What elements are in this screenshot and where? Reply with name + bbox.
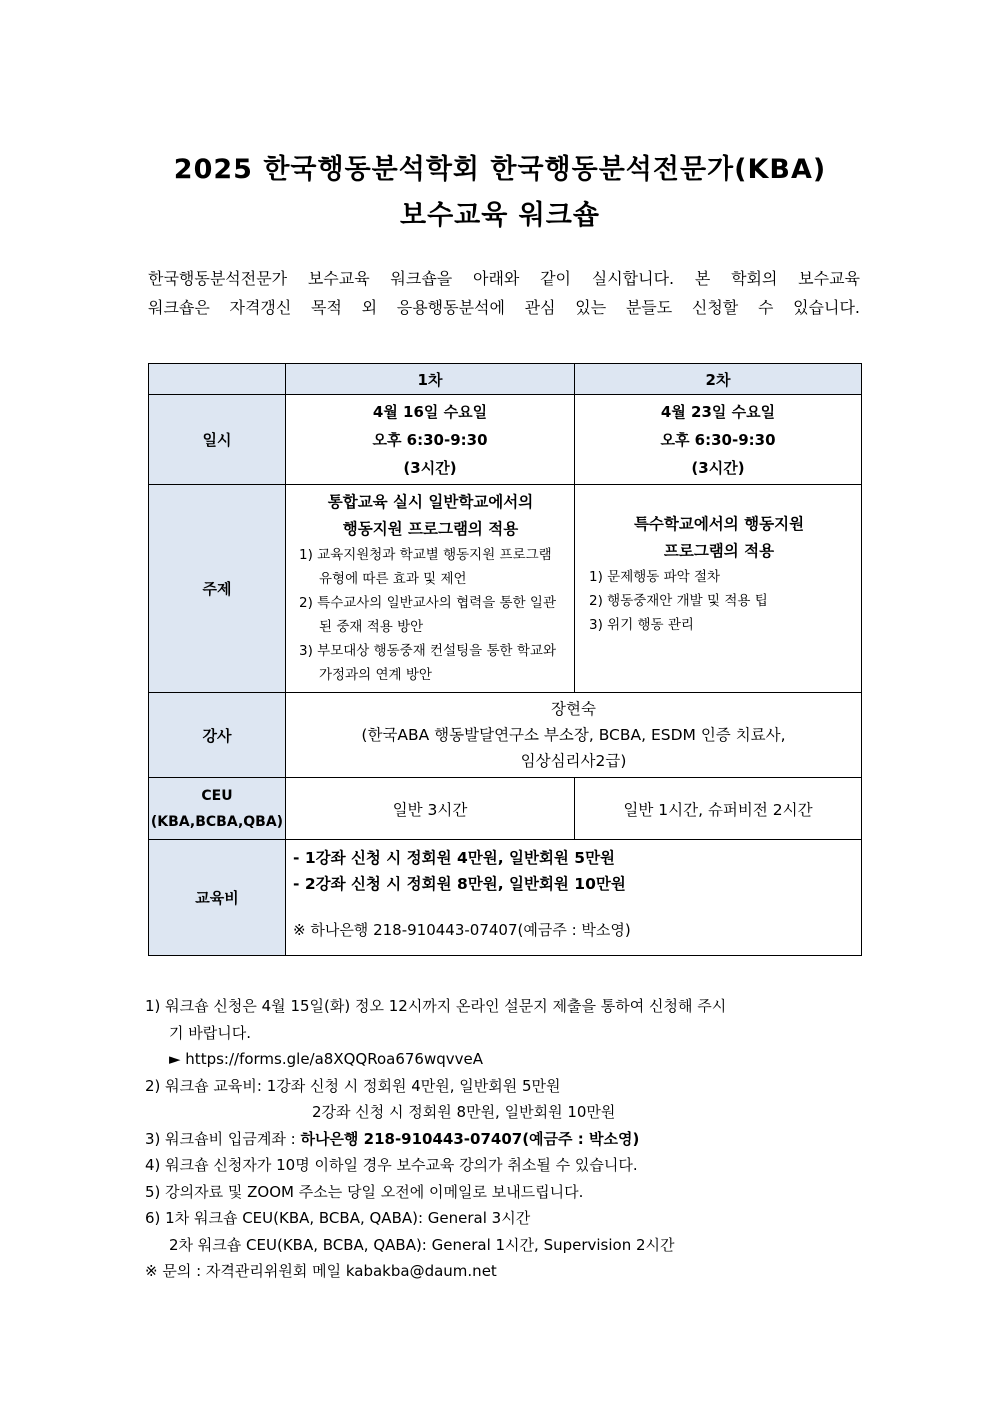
topic-label: 주제 [149,485,286,693]
topic-row [149,485,862,693]
list-item: 1) 문제행동 파악 절차 [589,568,721,585]
instructor-info [286,693,862,778]
note-5: 5) 강의자료 및 ZOOM 주소는 당일 오전에 이메일로 보내드립니다. [145,1182,584,1201]
topic-session-1 [286,485,575,693]
instructor-detail-1: (한국ABA 행동발달연구소 부소장, BCBA, ESDM 인증 치료사, [361,726,786,744]
form-link[interactable]: ► https://forms.gle/a8XQQRoa676wqvveA [169,1050,484,1068]
workshop-table [148,363,862,956]
ceu-label-2: (KBA,BCBA,QBA) [150,813,284,830]
schedule-2-time: 오후 6:30-9:30 [660,430,776,449]
list-item: 1) 교육지원청과 학교별 행동지원 프로그램 유형에 따른 효과 및 제언 [299,546,552,587]
schedule-row [149,395,862,485]
fee-label: 교육비 [149,840,286,956]
note-4: 4) 워크숍 신청자가 10명 이하일 경우 보수교육 강의가 취소될 수 있습니다. [145,1156,638,1174]
ceu-label [149,778,286,840]
topic-session-2 [575,485,862,693]
instructor-detail-2: 임상심리사2급) [520,752,627,770]
list-item: 3) 위기 행동 관리 [589,616,694,633]
ceu-label-1: CEU [201,787,233,804]
topic-2-list [583,565,855,637]
schedule-1-date: 4월 16일 수요일 [372,402,488,421]
list-item: 2) 특수교사의 일반교사의 협력을 통한 일관된 중재 적용 방안 [299,594,557,635]
contact-note: ※ 문의 : 자격관리위원회 메일 kabakba@daum.net [145,1262,497,1280]
fee-info [286,840,862,956]
topic-1-title-2: 행동지원 프로그램의 적용 [342,519,519,538]
schedule-1-duration: (3시간) [403,458,457,477]
table-header-row [149,364,862,395]
topic-2-title-1: 특수학교에서의 행동지원 [633,514,805,533]
header-session-1: 1차 [286,364,575,395]
topic-1-list [293,543,568,687]
schedule-session-2 [575,395,862,485]
header-blank [149,364,286,395]
schedule-session-1 [286,395,575,485]
notes-section [145,993,865,1285]
ceu-session-2: 일반 1시간, 슈퍼비전 2시간 [575,778,862,840]
list-item: 3) 부모대상 행동중재 컨설팅을 통한 학교와 가정과의 연계 방안 [299,642,557,683]
ceu-session-1: 일반 3시간 [286,778,575,840]
schedule-label: 일시 [149,395,286,485]
note-1-cont: 기 바랍니다. [169,1023,251,1042]
note-6-cont: 2차 워크숍 CEU(KBA, BCBA, QABA): General 1시간, Supervision 2시간 [169,1235,675,1254]
topic-1-title-1: 통합교육 실시 일반학교에서의 [327,492,534,511]
fee-account: ※ 하나은행 218-910443-07407(예금주 : 박소영) [293,921,631,939]
list-item: 2) 행동중재안 개발 및 적용 팁 [589,592,768,609]
note-3-prefix: 3) 워크숍비 입금계좌 : [145,1129,301,1148]
topic-2-title-2: 프로그램의 적용 [663,541,775,560]
note-1: 1) 워크숍 신청은 4월 15일(화) 정오 12시까지 온라인 설문지 제출을 통하여 신청해 주시 [145,997,727,1015]
instructor-name: 장현숙 [551,700,596,718]
fee-row [149,840,862,956]
intro-line-2: 워크숍은 자격갱신 목적 외 응용행동분석에 관심 있는 분들도 신청할 수 있습니다. [148,298,860,317]
header-session-2: 2차 [575,364,862,395]
page-subtitle: 보수교육 워크숍 [400,200,600,231]
note-3-account: 하나은행 218-910443-07407(예금주 : 박소영) [300,1129,640,1148]
schedule-1-time: 오후 6:30-9:30 [372,430,488,449]
schedule-2-duration: (3시간) [691,458,745,477]
ceu-row [149,778,862,840]
schedule-2-date: 4월 23일 수요일 [660,402,776,421]
note-3 [145,1126,865,1153]
note-2: 2) 워크숍 교육비: 1강좌 신청 시 정회원 4만원, 일반회원 5만원 [145,1076,561,1095]
instructor-label: 강사 [149,693,286,778]
fee-line-1: - 1강좌 신청 시 정회원 4만원, 일반회원 5만원 [293,849,616,867]
intro-line-1: 한국행동분석전문가 보수교육 워크숍을 아래와 같이 실시합니다. 본 학회의 보수교육 [148,269,860,288]
note-2-cont: 2강좌 신청 시 정회원 8만원, 일반회원 10만원 [312,1103,616,1121]
instructor-row [149,693,862,778]
fee-line-2: - 2강좌 신청 시 정회원 8만원, 일반회원 10만원 [293,875,626,893]
page-title: 2025 한국행동분석학회 한국행동분석전문가(KBA) [173,154,827,185]
note-6: 6) 1차 워크숍 CEU(KBA, BCBA, QABA): General 3시간 [145,1209,531,1227]
